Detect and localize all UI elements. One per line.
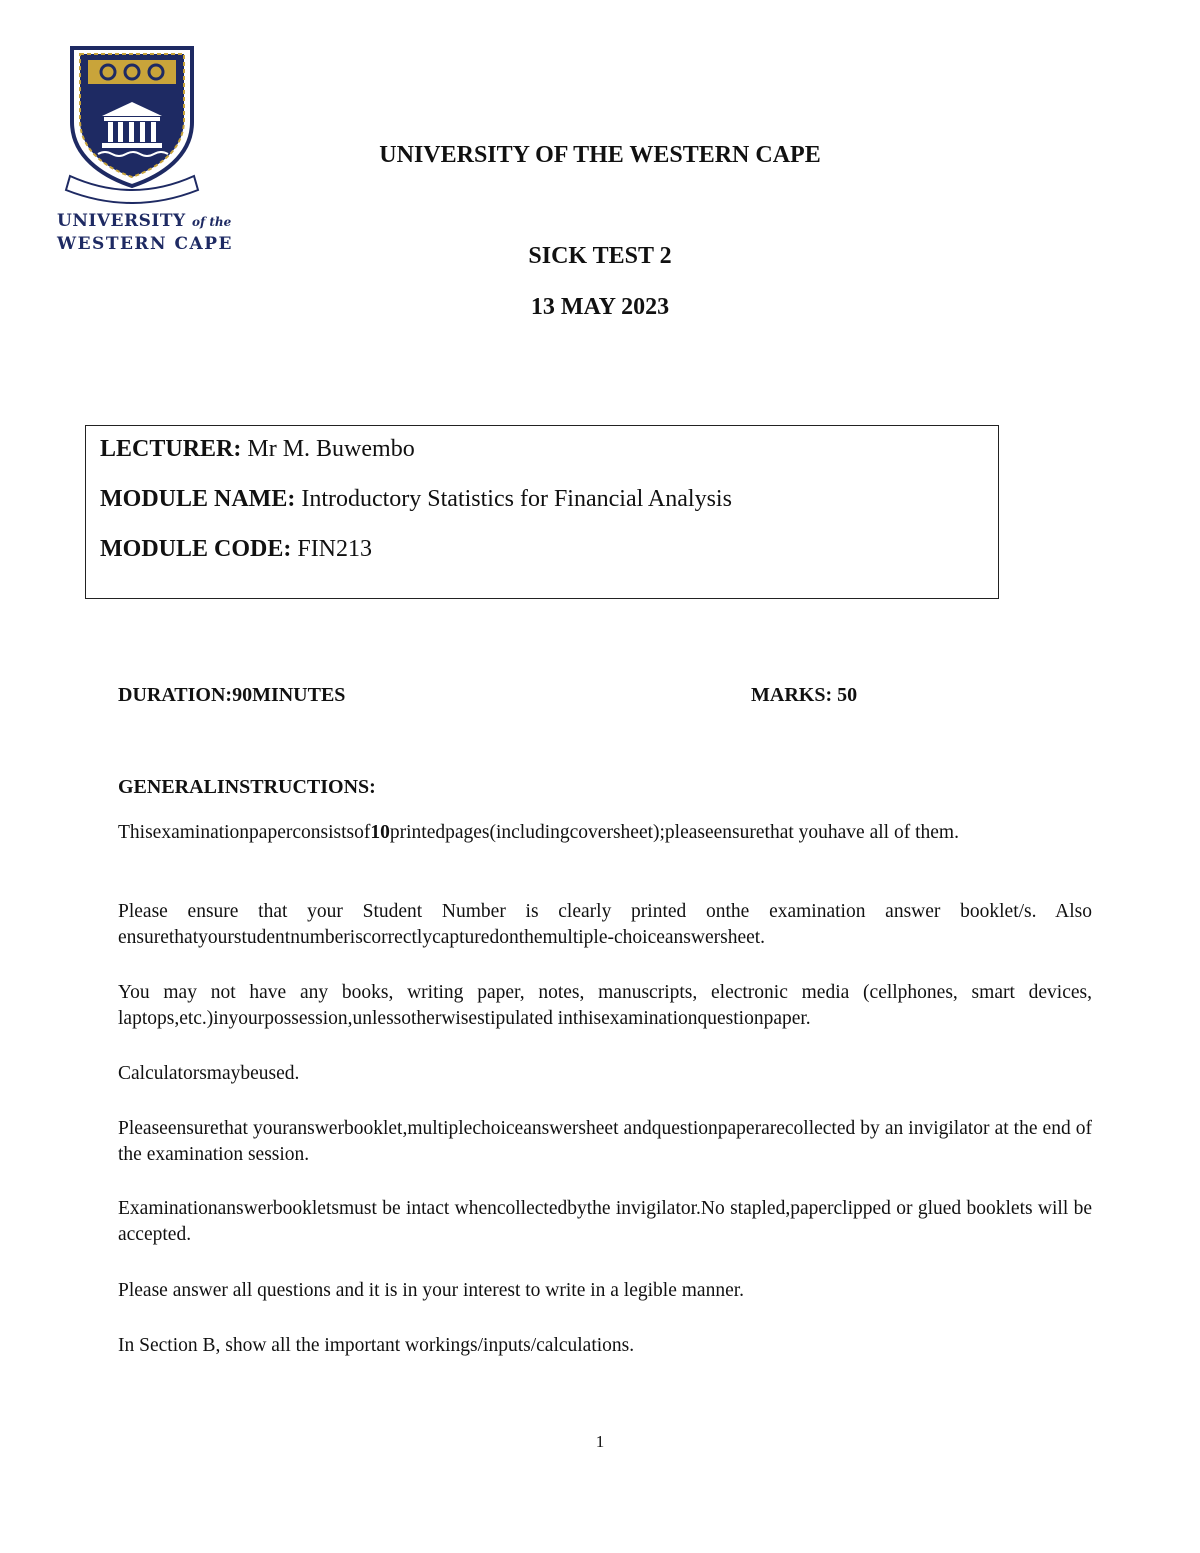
test-date: 13 MAY 2023 — [530, 294, 670, 320]
instructions-heading: GENERALINSTRUCTIONS: — [118, 776, 376, 798]
instruction-pages-text-b: printedpages(includingcoversheet);pleaseensurethat youhave all of them. — [389, 822, 959, 843]
logo-word-of-the: of the — [192, 215, 232, 229]
lecturer-row — [100, 436, 415, 463]
module-info-box — [85, 425, 999, 599]
marks-text: MARKS: 50 — [751, 684, 858, 706]
instruction-paragraph-collection: Pleaseensurethat youranswerbooklet,multiplechoiceanswersheet andquestionpaperarecollected by an invigilator at the end of the examination session. — [118, 1118, 1092, 1165]
module-code-row — [100, 536, 372, 563]
logo-word-university: UNIVERSITY — [57, 211, 186, 231]
instruction-paragraph-pages — [118, 820, 1092, 846]
instruction-paragraph-calculators: Calculatorsmaybeused. — [118, 1063, 300, 1084]
lecturer-label: LECTURER: — [100, 436, 242, 462]
instruction-paragraph-workings: In Section B, show all the important workings/inputs/calculations. — [118, 1335, 635, 1356]
page-number: 1 — [595, 1432, 605, 1451]
module-name-row — [100, 486, 732, 513]
duration-text: DURATION:90MINUTES — [118, 684, 346, 706]
logo-line-western-cape: WESTERN CAPE — [57, 234, 233, 254]
instruction-paragraph-booklets: Examinationanswerbookletsmust be intact whencollectedbythe invigilator.No stapled,paperclipped or glued booklets will be accepted. — [118, 1198, 1092, 1245]
instruction-pages-text-a: Thisexaminationpaperconsistsof — [118, 822, 371, 843]
logo-line-university — [57, 210, 247, 233]
instruction-paragraph-legible: Please answer all questions and it is in your interest to write in a legible manner. — [118, 1280, 745, 1301]
test-title: SICK TEST 2 — [528, 243, 672, 269]
module-code-label: MODULE CODE: — [100, 536, 292, 562]
instruction-paragraph-student-number: Please ensure that your Student Number is clearly printed onthe examination answer booklet/s. Also ensurethatyourstudentnumberiscorrectlycapturedonthemultiple-choiceanswersheet. — [118, 901, 1092, 948]
university-title: UNIVERSITY OF THE WESTERN CAPE — [379, 142, 821, 168]
lecturer-value: Mr M. Buwembo — [241, 436, 415, 462]
instruction-pages-count: 10 — [370, 822, 390, 843]
module-name-value: Introductory Statistics for Financial Analysis — [295, 486, 732, 512]
module-code-value: FIN213 — [291, 536, 373, 562]
instruction-paragraph-possessions: You may not have any books, writing paper, notes, manuscripts, electronic media (cellphones, smart devices, laptops,etc.)inyourpossession,unlessotherwisestipulated inthisexaminationquestionpaper. — [118, 982, 1092, 1029]
university-crest-icon — [52, 44, 212, 204]
module-name-label: MODULE NAME: — [100, 486, 296, 512]
